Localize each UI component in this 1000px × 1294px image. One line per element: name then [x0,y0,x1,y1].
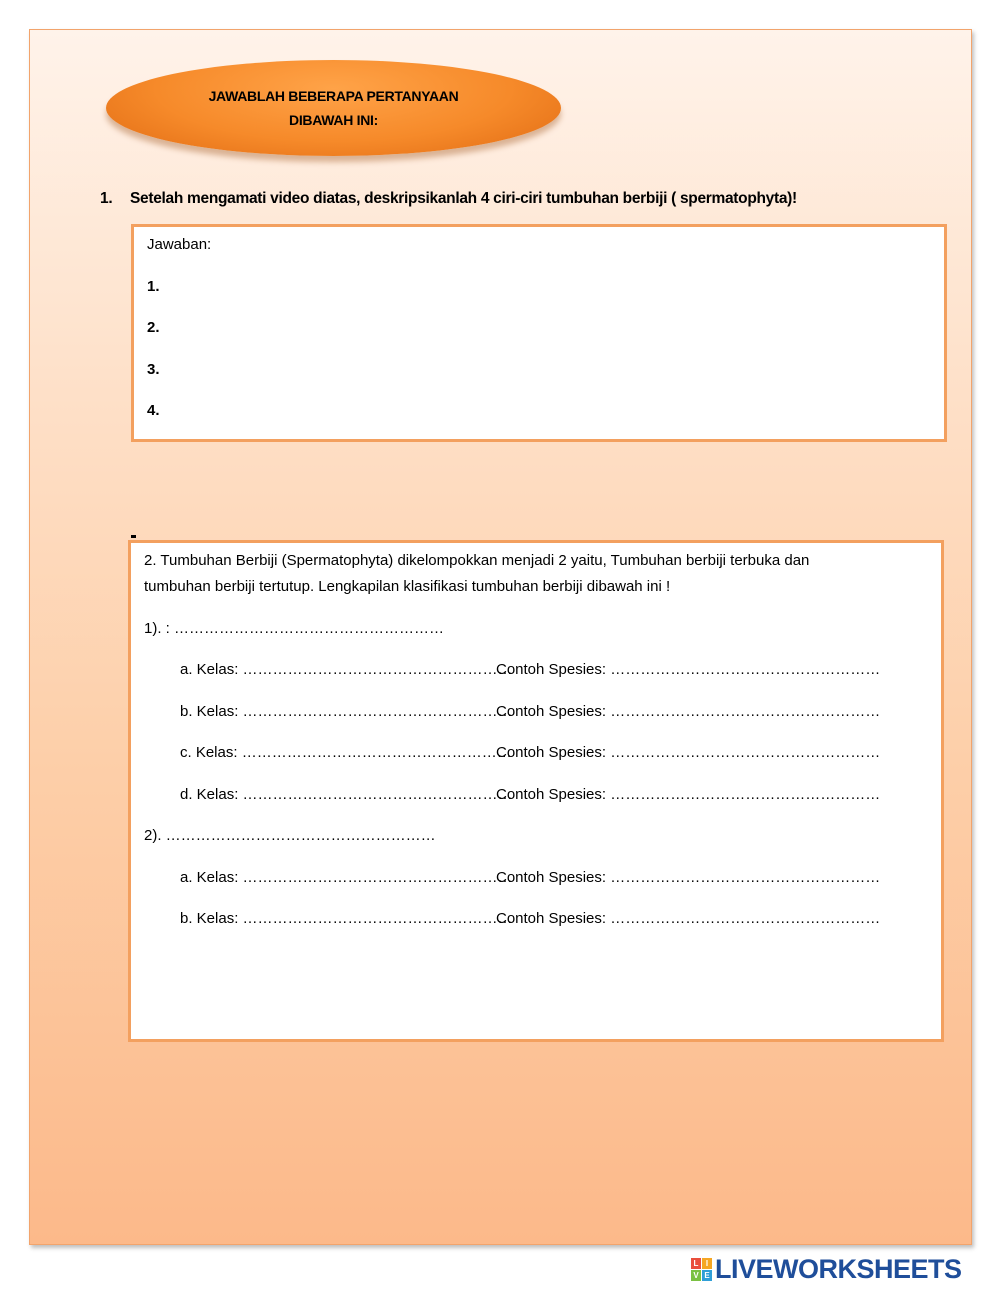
group-1-kelas-b[interactable]: b. Kelas: ……………………………………………… [180,703,513,720]
group-1-contoh-b[interactable]: Contoh Spesies: ……………………………………………… [496,703,881,720]
question-2-text-line-2: tumbuhan berbiji tertutup. Lengkapilan klasifikasi tumbuhan berbiji dibawah ini ! [144,578,671,595]
group-2-heading[interactable]: 2). ……………………………………………… [144,827,436,844]
group-1-heading[interactable]: 1). : ……………………………………………… [144,620,445,637]
question-1 [100,190,797,208]
logo-letter-v: V [691,1270,701,1281]
question-2-text-line-1: 2. Tumbuhan Berbiji (Spermatophyta) dikelompokkan menjadi 2 yaitu, Tumbuhan berbiji terbuka dan [144,552,810,569]
instruction-line-2: DIBAWAH INI: [289,112,378,128]
logo-letter-e: E [702,1270,712,1281]
question-1-text: Setelah mengamati video diatas, deskripsikanlah 4 ciri-ciri tumbuhan berbiji ( spermatophyta)! [130,190,797,207]
answer-item-4[interactable]: 4. [147,402,160,419]
liveworksheets-logo[interactable] [691,1254,962,1285]
answer-box-1[interactable] [131,224,947,442]
group-2-contoh-b[interactable]: Contoh Spesies: ……………………………………………… [496,910,881,927]
answer-item-3[interactable]: 3. [147,361,160,378]
group-1-kelas-c[interactable]: c. Kelas: ……………………………………………… [180,744,512,761]
answer-label: Jawaban: [147,236,212,253]
stray-mark [131,535,136,538]
group-1-kelas-d[interactable]: d. Kelas: ……………………………………………… [180,786,513,803]
logo-icon [691,1258,712,1281]
answer-item-1[interactable]: 1. [147,278,160,295]
group-1-contoh-c[interactable]: Contoh Spesies: ……………………………………………… [496,744,881,761]
group-2-kelas-b[interactable]: b. Kelas: ……………………………………………… [180,910,513,927]
group-2-kelas-a[interactable]: a. Kelas: ……………………………………………… [180,869,513,886]
group-1-kelas-a[interactable]: a. Kelas: ……………………………………………… [180,661,513,678]
group-1-contoh-d[interactable]: Contoh Spesies: ……………………………………………… [496,786,881,803]
answer-item-2[interactable]: 2. [147,319,160,336]
logo-text: LIVEWORKSHEETS [715,1254,962,1284]
instruction-line-1: JAWABLAH BEBERAPA PERTANYAAN [208,88,459,104]
question-1-number: 1. [100,190,113,207]
group-1-contoh-a[interactable]: Contoh Spesies: ……………………………………………… [496,661,881,678]
logo-letter-l: L [691,1258,701,1269]
instruction-banner [106,60,561,156]
logo-letter-i: I [702,1258,712,1269]
group-2-contoh-a[interactable]: Contoh Spesies: ……………………………………………… [496,869,881,886]
answer-box-2[interactable] [128,540,944,1042]
